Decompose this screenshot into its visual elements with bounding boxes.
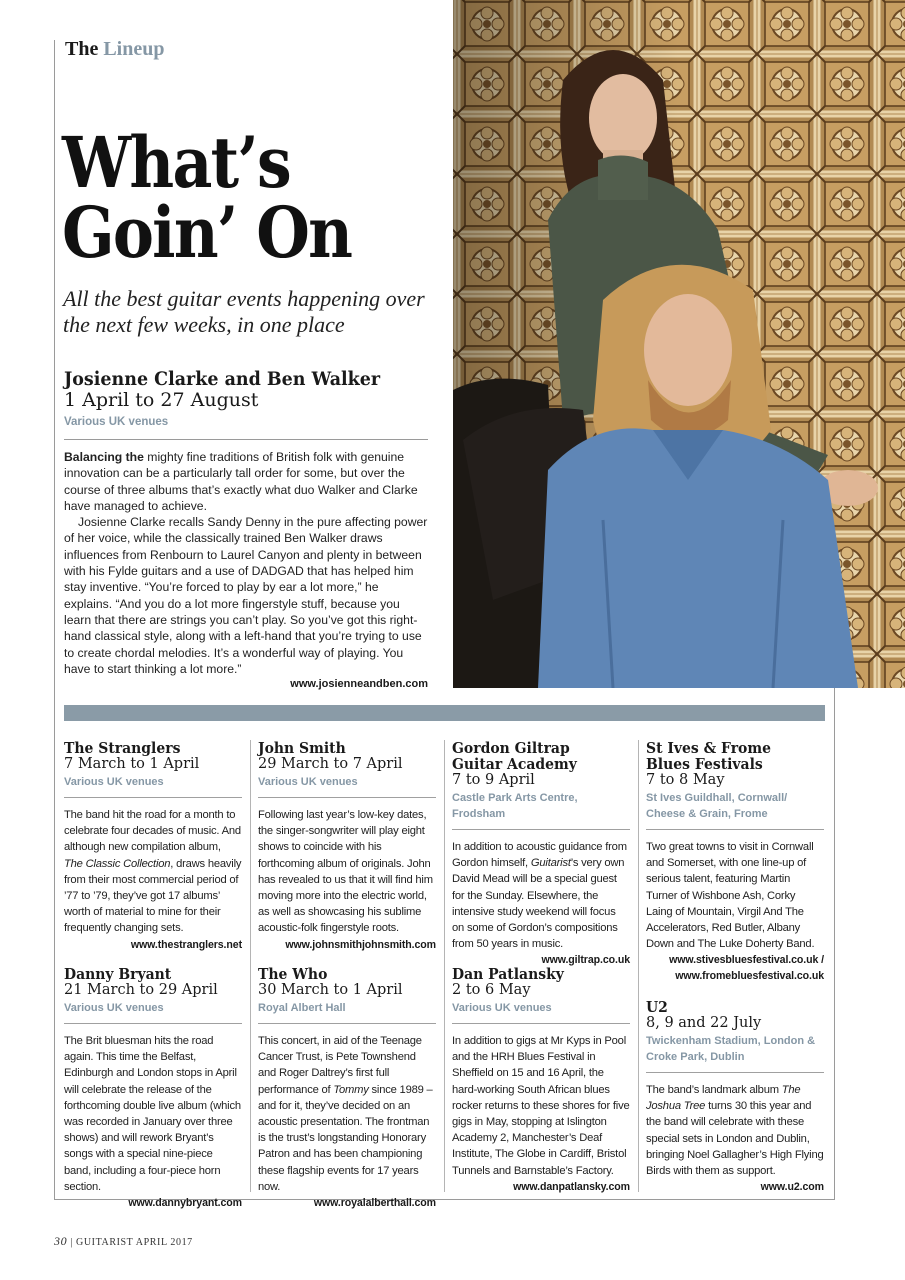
event-body-text: , draws heavily from their most commercial period of ’77 to ’79, they’ve got 17 albums’ worth of material to mine for their frequently changing sets. [64, 857, 242, 935]
feature-venue: Various UK venues [64, 416, 169, 428]
event-body-text: since 1989 – and for it, they’ve decided on an acoustic presentation. The frontman is the trust’s longstanding Honorary Patron and has been championing these flagship events for 17 years now. [258, 1083, 433, 1193]
page-number: 30 [54, 1234, 68, 1248]
feature-paragraph-1-text: mighty fine traditions of British folk with genuine innovation can be a particularly tall order for some, but over the course of three albums that’s exactly what duo Walker and Clarke have managed to achieve. [64, 450, 418, 513]
folio-text: | GUITARIST APRIL 2017 [70, 1237, 193, 1248]
event-body [64, 807, 242, 937]
section-label [65, 38, 165, 61]
feature-lead-in: Balancing the [64, 450, 144, 464]
event-venue: Twickenham Stadium, London & Croke Park, Dublin [646, 1035, 816, 1063]
feature-url-link[interactable]: www.josienneandben.com [290, 678, 428, 690]
event-body: Two great towns to visit in Cornwall and Somerset, with one line-up of serious talent, featuring Martin Turner of Wishbone Ash, Corky Laing of Mountain, Virgil And The Accelerators, Red Butler, Albany Down and The Luke Doherty Band. [646, 841, 815, 951]
column-separator [444, 740, 445, 1192]
event-title: John Smith [258, 739, 346, 757]
event-venue: Various UK venues [452, 1002, 552, 1014]
event-body: In addition to gigs at Mr Kyps in Pool and the HRH Blues Festival in Sheffield on 15 and 16 April, the hard-working South African blues rocker returns to these shores for five gigs in May, stopping at Islington Academy 2, Manchester’s Deaf Institute, The Globe in Cardiff, Bristol Tunnels and Barnstable’s Factory. [452, 1035, 630, 1177]
event-title-line-2: Guitar Academy [452, 755, 577, 773]
page-frame-right [834, 688, 835, 1200]
event-body-text: In addition to acoustic guidance from Gordon himself, [452, 841, 627, 870]
event-url-link[interactable]: www.johnsmithjohnsmith.com [285, 938, 436, 951]
event-john-smith [258, 740, 436, 953]
event-body-text: turns 30 this year and the band will celebrate with these special sets in London and Dublin, bringing Noel Gallagher’s High Flying Birds with them as support. [646, 1100, 824, 1178]
event-body: The Brit bluesman hits the road again. This time the Belfast, Edinburgh and London stops in April will celebrate the release of the forthcoming double live album (which was recorded in January over three shows) and will rework Bryant’s songs with a special nine-piece band, including a four-piece horn section. [64, 1035, 241, 1193]
event-venue: Various UK venues [64, 1002, 164, 1014]
event-u2 [646, 999, 824, 1195]
event-body-text: This concert, in aid of the Teenage Cancer Trust, is Pete Townshend and Roger Daltrey’s first full performance of [258, 1035, 422, 1096]
event-rule [64, 797, 242, 798]
event-the-who [258, 966, 436, 1211]
headline-line-1: What’s [62, 121, 290, 204]
event-title: Dan Patlansky [452, 965, 564, 983]
event-rule [452, 829, 630, 830]
event-rule [646, 829, 824, 830]
event-venue: Various UK venues [64, 776, 164, 788]
event-body-italic: Tommy [333, 1083, 369, 1096]
event-url-link[interactable]: www.danpatlansky.com [513, 1180, 630, 1193]
event-title-line-2: Blues Festivals [646, 755, 763, 773]
event-body-text: The band hit the road for a month to celebrate four decades of music. And although new compilation album, [64, 809, 241, 854]
event-rule [64, 1023, 242, 1024]
event-dan-patlansky [452, 966, 630, 1195]
event-url-link[interactable]: www.thestranglers.net [130, 938, 242, 951]
event-dates: 21 March to 29 April [64, 982, 218, 998]
event-venue: Castle Park Arts Centre, Frodsham [452, 792, 578, 820]
divider-bar [64, 705, 825, 721]
page-frame-left [54, 40, 55, 1200]
event-url-link[interactable]: www.royalalberthall.com [313, 1197, 436, 1210]
event-url-link[interactable]: www.dannybryant.com [128, 1197, 242, 1210]
section-label-the: The [65, 38, 99, 60]
event-st-ives-frome [646, 740, 824, 984]
event-url-link[interactable]: www.fromebluesfestival.co.uk [675, 970, 824, 983]
feature-paragraph-1 [64, 449, 428, 514]
event-url-link[interactable]: www.giltrap.co.uk [541, 954, 630, 967]
event-stranglers [64, 740, 242, 953]
section-label-accent: Lineup [103, 38, 165, 60]
event-body-text: ’s very own David Mead will be a special guest for the Sunday. Elsewhere, the intensive study weekend will focus on some of Gordon’s compositions from 50 years in music. [452, 857, 625, 951]
feature-paragraph-2: Josienne Clarke recalls Sandy Denny in the pure affecting power of her voice, while the classically trained Ben Walker draws influences from Renbourn to Laurel Canyon and plenty in between with his Fylde guitars and a use of DADGAD that has helped him stay inventive. “You’re forced to play by ear a lot more,” he explains. “And you do a lot more fingerstyle stuff, because you learn that there are strings you can’t play. So you’ve got this right-hand classical style, along with a left-hand that you’re trying to use to create chordal melodies. It’s a wonderful way of playing. You have to start thinking a lot more.” [64, 515, 428, 676]
event-url-link[interactable]: www.stivesbluesfestival.co.uk / [669, 954, 824, 967]
event-dates: 7 March to 1 April [64, 756, 200, 772]
feature-dates: 1 April to 27 August [64, 389, 259, 411]
event-dates: 8, 9 and 22 July [646, 1015, 762, 1031]
page-folio [54, 1234, 193, 1249]
event-body: Following last year’s low-key dates, the singer-songwriter will play eight shows to coincide with his forthcoming album of originals. John has revealed to us that it will find him moving more into the electric world, as well as showcasing his sublime acoustic-folk fingerstyle roots. [258, 809, 433, 935]
column-separator [250, 740, 251, 1192]
event-rule [258, 797, 436, 798]
event-rule [452, 1023, 630, 1024]
event-title-line-1: Gordon Giltrap [452, 739, 570, 757]
event-body [258, 1033, 436, 1195]
event-title: U2 [646, 998, 668, 1016]
event-gordon-giltrap [452, 740, 630, 968]
event-dates: 7 to 8 May [646, 772, 725, 788]
event-dates: 7 to 9 April [452, 772, 535, 788]
event-dates: 2 to 6 May [452, 982, 531, 998]
event-rule [258, 1023, 436, 1024]
event-dates: 29 March to 7 April [258, 756, 403, 772]
feature-photo [453, 0, 905, 688]
event-body [452, 839, 630, 952]
event-body-italic: The Joshua Tree [646, 1084, 801, 1113]
event-dates: 30 March to 1 April [258, 982, 403, 998]
event-title-line-1: St Ives & Frome [646, 739, 771, 757]
event-body-italic: The Classic Collection [64, 857, 171, 870]
headline-line-2: Goin’ On [62, 191, 352, 274]
event-title: The Who [258, 965, 328, 983]
event-body [646, 1082, 824, 1179]
event-title: Danny Bryant [64, 965, 172, 983]
event-body-italic: Guitarist [530, 857, 571, 870]
feature-rule [64, 439, 428, 440]
event-danny-bryant [64, 966, 242, 1211]
headline [62, 121, 405, 274]
event-url-link[interactable]: www.u2.com [760, 1181, 824, 1194]
event-venue: Various UK venues [258, 776, 358, 788]
event-body-text: The band’s landmark album [646, 1084, 782, 1096]
event-title: The Stranglers [64, 739, 181, 757]
column-separator [638, 740, 639, 1192]
event-rule [646, 1072, 824, 1073]
standfirst: All the best guitar events happening over the next few weeks, in one place [63, 286, 425, 337]
event-venue: Royal Albert Hall [258, 1002, 346, 1014]
feature-title: Josienne Clarke and Ben Walker [64, 368, 381, 390]
feature-body [64, 449, 428, 677]
event-venue: St Ives Guildhall, Cornwall/ Cheese & Grain, Frome [646, 792, 788, 820]
